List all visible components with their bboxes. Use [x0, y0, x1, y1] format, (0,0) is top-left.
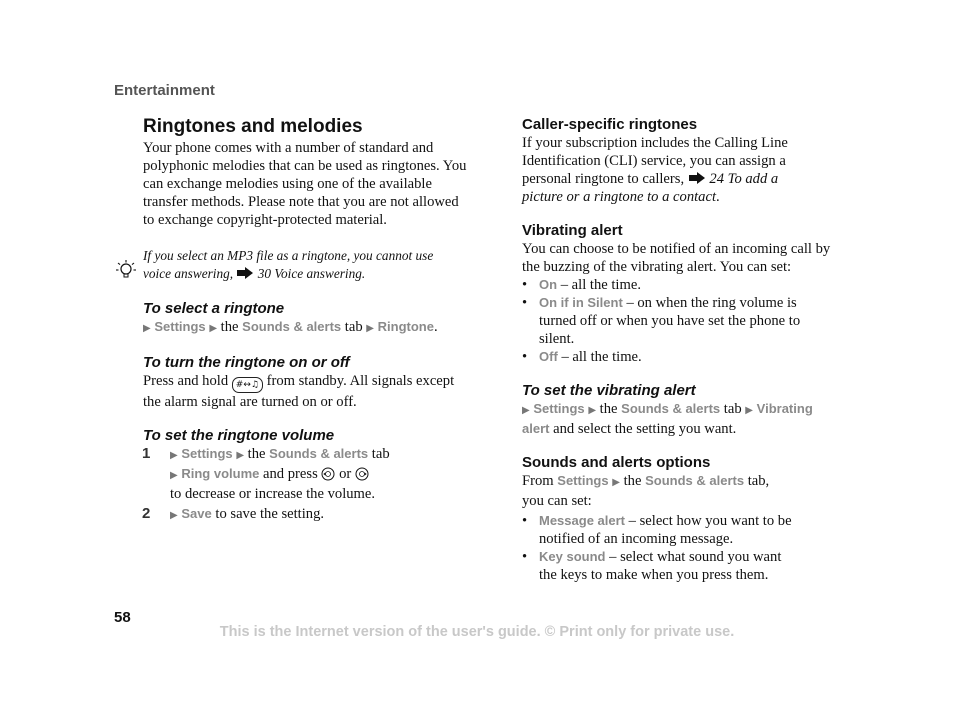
lightbulb-icon [115, 259, 137, 281]
list-item [522, 512, 802, 548]
menu-settings: Settings [181, 446, 233, 461]
vibrating-intro: You can choose to be notified of an incoming call by the buzzing of the vibrating alert. You can set: [522, 241, 831, 275]
caller-paragraph [522, 134, 822, 206]
tip-reference: 30 Voice answering. [257, 266, 366, 281]
step-number: 1 [142, 445, 151, 462]
menu-arrow-icon: ▶ [588, 405, 597, 416]
path-text: and select the setting you want. [553, 421, 737, 437]
path-text: tab [344, 319, 363, 335]
path-text: tab [371, 446, 390, 462]
list-item [522, 294, 827, 348]
path-text: and press [263, 466, 318, 482]
menu-vibrating-alert: Vibrating alert [522, 401, 813, 436]
tip-text: If you select an MP3 file as a ringtone, you cannot use voice answering, [143, 248, 434, 281]
menu-arrow-icon: ▶ [170, 470, 178, 481]
menu-sounds-alerts: Sounds & alerts [242, 319, 342, 334]
option-desc: – select how you want to be notified of an incoming message. [539, 513, 792, 547]
caller-heading: Caller-specific ringtones [522, 116, 698, 133]
footer-notice: This is the Internet version of the user's guide. © Print only for private use. [219, 624, 735, 640]
list-item [522, 276, 827, 294]
path-text: the [220, 319, 239, 335]
set-vibrating-path [522, 400, 837, 438]
page-title: Ringtones and melodies [143, 116, 363, 137]
option-on: On [539, 277, 558, 292]
vibrating-heading: Vibrating alert [522, 222, 623, 239]
option-message-alert: Message alert [539, 513, 625, 528]
volume-step-1 [142, 445, 473, 503]
caller-text: . [716, 189, 720, 205]
menu-settings: Settings [154, 319, 206, 334]
menu-arrow-icon: ▶ [143, 323, 151, 334]
caller-text: If your subscription includes the Calling Line Identification (CLI) service, you can assign a personal ringtone to callers, [522, 135, 788, 187]
onoff-text: Press and hold [143, 373, 229, 389]
reference-arrow-icon [236, 267, 254, 279]
select-ringtone-path [143, 318, 473, 338]
options-heading: Sounds and alerts options [522, 454, 711, 471]
option-desc: – select what sound you want the keys to make when you press them. [539, 549, 782, 583]
volume-heading: To set the ringtone volume [143, 427, 335, 444]
menu-save: Save [181, 506, 212, 521]
left-column [143, 116, 473, 525]
onoff-text: from standby. All signals except the alarm signal are turned on or off. [143, 373, 455, 410]
menu-arrow-icon: ▶ [522, 405, 530, 416]
hash-key-icon: #↔♫ [232, 377, 263, 393]
menu-ring-volume: Ring volume [181, 466, 260, 481]
menu-ringtone: Ringtone [377, 319, 434, 334]
option-desc: – on when the ring volume is turned off or when you have set the phone to silent. [539, 295, 801, 347]
right-column [522, 116, 847, 584]
path-text: the [599, 401, 618, 417]
reference-arrow-icon [688, 172, 706, 184]
onoff-paragraph [143, 372, 473, 411]
path-text: tab [723, 401, 742, 417]
menu-arrow-icon: ▶ [612, 477, 620, 488]
set-vibrating-heading: To set the vibrating alert [522, 382, 696, 399]
menu-settings: Settings [557, 473, 609, 488]
list-item [522, 348, 827, 366]
section-header: Entertainment [114, 82, 215, 99]
menu-sounds-alerts: Sounds & alerts [621, 401, 721, 416]
list-item [522, 548, 802, 584]
menu-sounds-alerts: Sounds & alerts [269, 446, 369, 461]
path-text: to decrease or increase the volume. [170, 486, 376, 502]
option-desc: – all the time. [561, 349, 642, 365]
path-text: tab, you can set: [522, 473, 770, 509]
menu-arrow-icon: ▶ [170, 450, 178, 461]
option-off: Off [539, 349, 558, 364]
menu-arrow-icon: ▶ [209, 323, 218, 334]
menu-arrow-icon: ▶ [366, 323, 374, 334]
options-list [522, 512, 802, 584]
path-text: the [623, 473, 642, 489]
menu-arrow-icon: ▶ [236, 450, 245, 461]
vibrating-options-list [522, 276, 827, 366]
menu-arrow-icon: ▶ [170, 510, 178, 521]
intro-paragraph: Your phone comes with a number of standard and polyphonic melodies that can be used as ringtones. You can exchange melodies using one of the available transfer methods. Please note that you are not allowed to exchange copyright-protected material. [143, 140, 467, 228]
menu-arrow-icon: ▶ [745, 405, 753, 416]
path-text: . [433, 319, 438, 335]
tip-note [143, 247, 461, 283]
path-text: From [522, 473, 554, 489]
option-desc: – all the time. [560, 277, 641, 293]
path-text: the [247, 446, 266, 462]
menu-settings: Settings [533, 401, 585, 416]
path-text: to save the setting. [215, 506, 325, 522]
onoff-heading: To turn the ringtone on or off [143, 354, 350, 371]
option-key-sound: Key sound [539, 549, 606, 564]
select-ringtone-heading: To select a ringtone [143, 300, 285, 317]
caller-reference: 24 To add a picture or a ringtone to a contact [522, 171, 779, 205]
path-text: or [339, 466, 352, 482]
step-number: 2 [142, 505, 151, 522]
nav-right-icon [355, 467, 369, 481]
options-intro [522, 472, 792, 510]
nav-left-icon [321, 467, 335, 481]
page-number: 58 [114, 609, 131, 626]
menu-sounds-alerts: Sounds & alerts [645, 473, 745, 488]
volume-step-2 [142, 505, 473, 525]
option-on-if-silent: On if in Silent [539, 295, 623, 310]
